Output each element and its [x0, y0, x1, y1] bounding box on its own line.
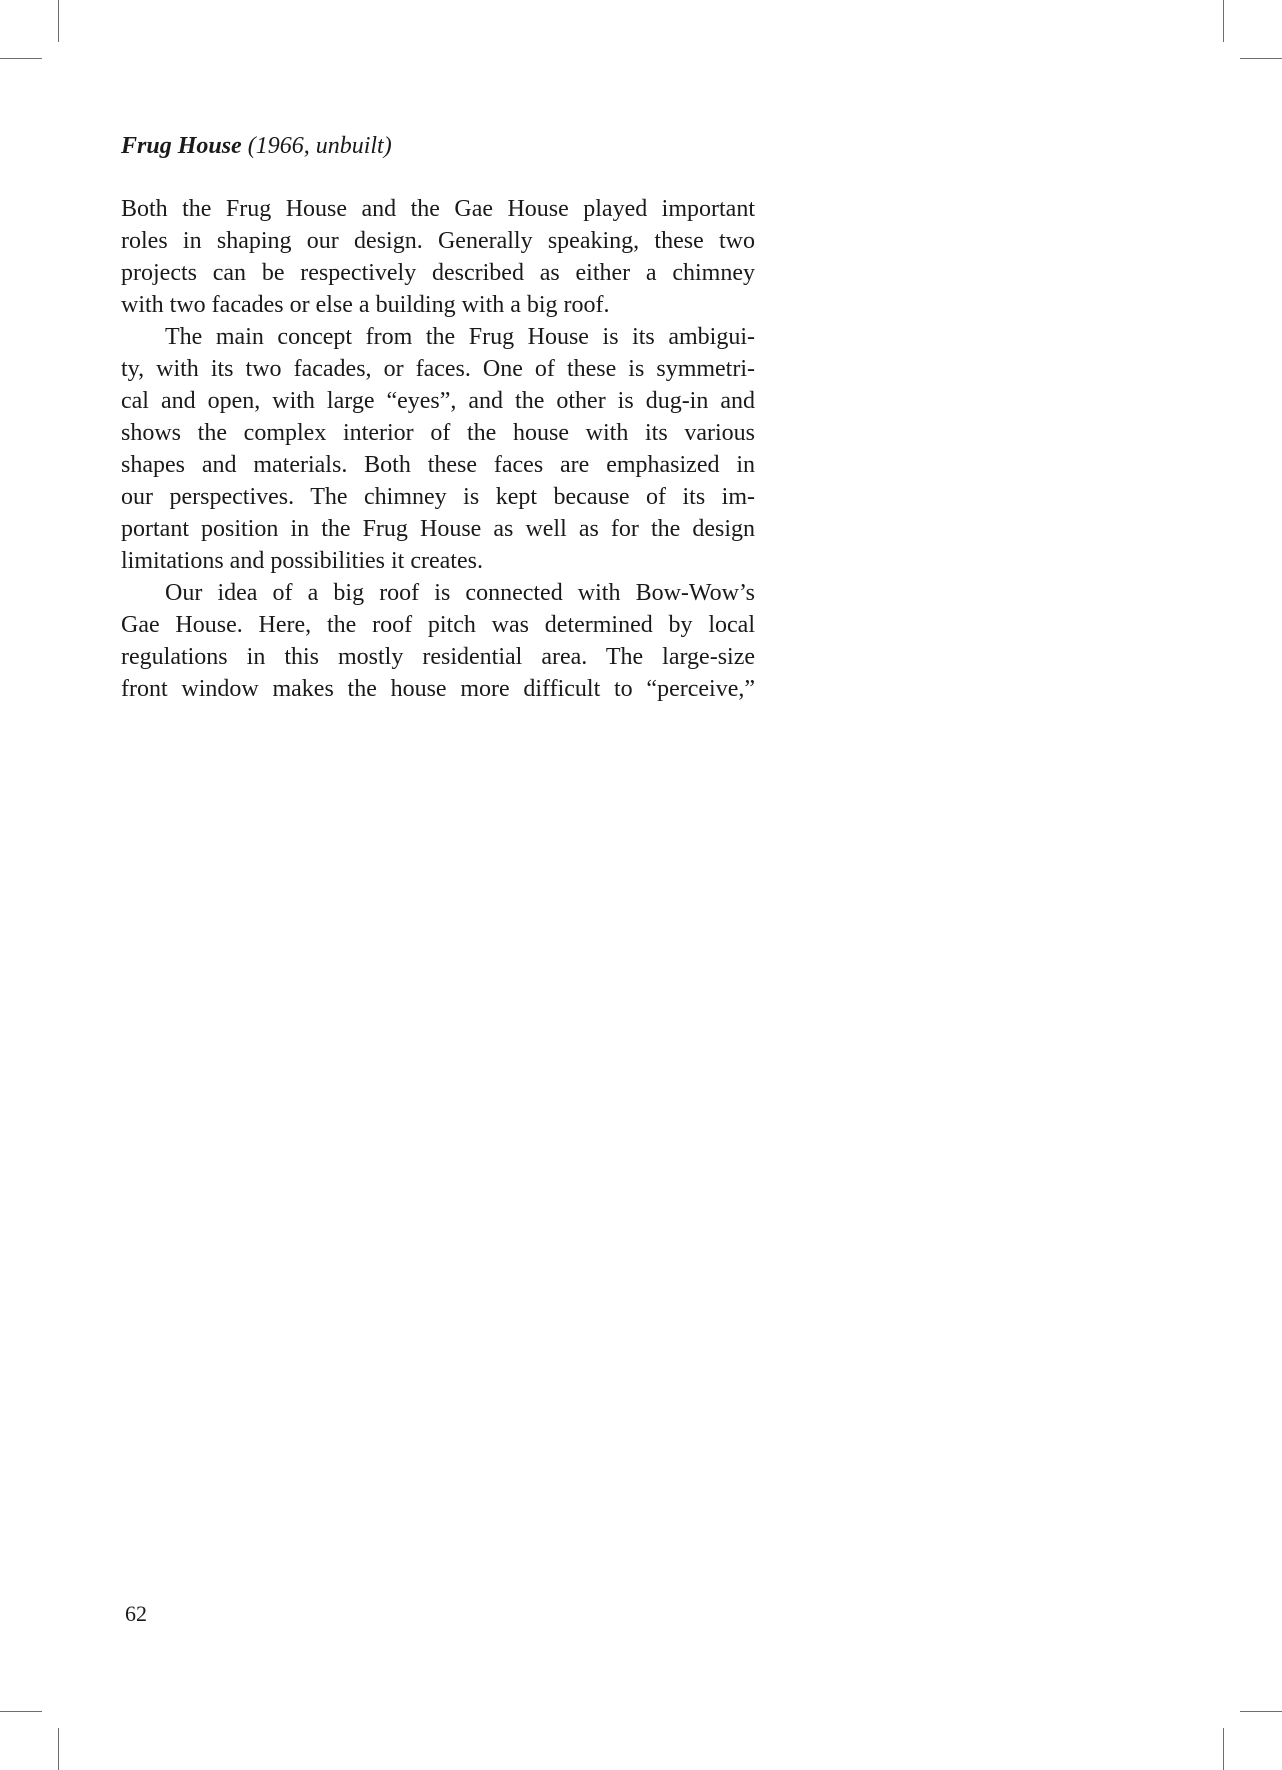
section-date-note: (1966, unbuilt)	[241, 133, 392, 159]
text-line: projects can be respectively described as either a chimney	[121, 260, 755, 286]
crop-mark-top-right-vertical	[1223, 0, 1224, 42]
crop-mark-top-left-vertical	[58, 0, 59, 42]
text-line: shows the complex interior of the house with its various	[121, 420, 755, 446]
crop-mark-top-right-horizontal	[1240, 58, 1282, 59]
text-line: shapes and materials. Both these faces are emphasized in	[121, 452, 755, 478]
text-line: cal and open, with large “eyes”, and the other is dug-in and	[121, 388, 755, 414]
text-line: Gae House. Here, the roof pitch was determined by local	[121, 612, 755, 638]
text-line: limitations and possibilities it creates.	[121, 548, 483, 574]
text-line: with two facades or else a building with a big roof.	[121, 292, 610, 318]
crop-mark-bottom-right-vertical	[1223, 1728, 1224, 1770]
text-line: Our idea of a big roof is connected with Bow-Wow’s	[165, 580, 755, 606]
section-title: Frug House	[121, 133, 242, 159]
crop-mark-bottom-left-horizontal	[0, 1711, 42, 1712]
section-heading	[121, 131, 392, 161]
crop-mark-top-left-horizontal	[0, 58, 42, 59]
text-line: front window makes the house more difficult to “perceive,”	[121, 676, 755, 702]
text-line: ty, with its two facades, or faces. One of these is symmetri-	[121, 356, 755, 382]
crop-mark-bottom-left-vertical	[58, 1728, 59, 1770]
text-line: Both the Frug House and the Gae House played important	[121, 196, 755, 222]
text-line: portant position in the Frug House as well as for the design	[121, 516, 755, 542]
text-line: regulations in this mostly residential area. The large-size	[121, 644, 755, 670]
text-line: The main concept from the Frug House is its ambigui-	[165, 324, 755, 350]
page-number: 62	[125, 1601, 147, 1626]
crop-mark-bottom-right-horizontal	[1240, 1711, 1282, 1712]
text-line: roles in shaping our design. Generally speaking, these two	[121, 228, 755, 254]
text-line: our perspectives. The chimney is kept because of its im-	[121, 484, 755, 510]
